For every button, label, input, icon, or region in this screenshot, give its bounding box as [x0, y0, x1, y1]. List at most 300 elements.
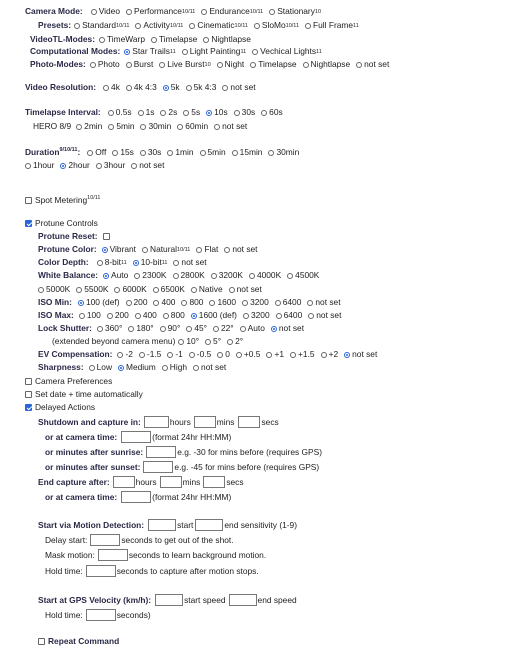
radio-button[interactable]	[224, 247, 230, 253]
radio-button[interactable]	[200, 150, 206, 156]
radio-button[interactable]	[186, 85, 192, 91]
option-label: Flat	[204, 244, 219, 254]
radio-button[interactable]	[189, 352, 195, 358]
radio-button[interactable]	[243, 313, 249, 319]
timelapse-opts-option[interactable]	[138, 107, 155, 118]
radio-button[interactable]	[102, 247, 108, 253]
protune-wb2-option[interactable]	[76, 284, 108, 295]
protune-isomax-option[interactable]	[107, 310, 129, 321]
duration-opts-option[interactable]	[87, 147, 106, 158]
protune-ev-option[interactable]	[117, 349, 132, 360]
protune-isomax-option[interactable]	[79, 310, 101, 321]
radio-button[interactable]	[103, 273, 109, 279]
videotl-option[interactable]	[203, 34, 251, 45]
radio-button[interactable]	[242, 300, 248, 306]
option-label: 2300K	[142, 270, 167, 280]
radio-button[interactable]	[118, 365, 124, 371]
sunset-input[interactable]	[143, 461, 173, 473]
radio-button[interactable]	[211, 273, 217, 279]
white-balance-options	[103, 270, 325, 282]
protune-isomin-option[interactable]	[242, 297, 269, 308]
protune-sharp-option[interactable]	[193, 362, 226, 373]
option-label: +0.5	[243, 349, 261, 359]
radio-button[interactable]	[126, 85, 132, 91]
protune-wb1-option[interactable]	[211, 270, 243, 281]
sunrise-label: or minutes after sunrise:	[45, 446, 144, 457]
radio-button[interactable]	[186, 326, 192, 332]
timelapse-opts-option[interactable]	[234, 107, 256, 118]
radio-button[interactable]	[252, 49, 258, 55]
shutdown-mins-input[interactable]	[194, 416, 216, 428]
radio-button[interactable]	[227, 339, 233, 345]
protune-isomax-option[interactable]	[191, 310, 237, 321]
protune-depth-option[interactable]	[173, 257, 206, 268]
radio-button[interactable]	[160, 110, 166, 116]
radio-button[interactable]	[254, 23, 260, 29]
option-label: 5k	[170, 82, 180, 92]
protune-isomin-option[interactable]	[126, 297, 148, 308]
timelapse-opts-option[interactable]	[183, 107, 200, 118]
radio-button[interactable]	[138, 110, 144, 116]
presets-option[interactable]: Standard 10/11	[74, 20, 129, 31]
radio-button[interactable]	[126, 62, 132, 68]
presets-option[interactable]: Cinematic 10/11	[189, 20, 248, 31]
radio-button[interactable]	[74, 23, 80, 29]
option-label: 1s	[145, 107, 155, 117]
protune-wb1-option[interactable]	[134, 270, 166, 281]
shutdown-hours-input[interactable]	[144, 416, 169, 428]
protune-wb1-option[interactable]	[249, 270, 281, 281]
protune-shutter-option[interactable]	[128, 323, 153, 334]
option-label: not set	[352, 349, 378, 359]
option-label: 4k	[111, 82, 120, 92]
sunrise-input[interactable]	[146, 446, 176, 458]
radio-button[interactable]	[96, 163, 102, 169]
radio-button[interactable]	[135, 313, 141, 319]
delayed-checkbox[interactable]	[25, 404, 32, 411]
protune-depth-option[interactable]: 10-bit 11	[133, 257, 168, 268]
repeat-checkbox[interactable]	[38, 638, 45, 645]
camera-prefs-row[interactable]	[25, 376, 112, 387]
radio-button[interactable]	[153, 287, 159, 293]
radio-button[interactable]	[275, 300, 281, 306]
protune-isomax-option[interactable]	[308, 310, 341, 321]
spot-metering-row[interactable]	[25, 195, 101, 206]
end-hours-input[interactable]	[113, 476, 135, 488]
end-camera-time-label: or at camera time:	[45, 491, 118, 502]
end-mins-input[interactable]	[160, 476, 182, 488]
protune-shutter-option[interactable]	[271, 323, 304, 334]
computational-option[interactable]: Vechical Lights 11	[252, 46, 322, 57]
protune-wb2-option[interactable]	[114, 284, 146, 295]
videotl-option[interactable]	[99, 34, 145, 45]
radio-button[interactable]	[181, 300, 187, 306]
option-label: 5°	[213, 336, 222, 346]
photo-modes-option[interactable]	[90, 59, 120, 70]
camera-mode-option[interactable]: Stationary 10	[269, 6, 321, 17]
radio-button[interactable]	[229, 287, 235, 293]
option-label: 400	[161, 297, 176, 307]
radio-button[interactable]	[182, 49, 188, 55]
radio-button[interactable]	[89, 365, 95, 371]
duration-opts-option[interactable]	[268, 147, 299, 158]
lock-shutter-ext-options	[178, 336, 249, 348]
protune-wb2-option[interactable]	[153, 284, 185, 295]
computational-option[interactable]: Star Trails 11	[124, 46, 175, 57]
radio-button[interactable]	[128, 326, 134, 332]
protune-color-option[interactable]	[102, 244, 136, 255]
protune-wb2-option[interactable]	[191, 284, 223, 295]
radio-button[interactable]	[87, 150, 93, 156]
radio-button[interactable]	[160, 326, 166, 332]
end-secs-input[interactable]	[203, 476, 225, 488]
photo-modes-option[interactable]	[126, 59, 154, 70]
delayed-row[interactable]	[25, 402, 95, 413]
radio-button[interactable]	[159, 62, 165, 68]
protune-shutter-option[interactable]	[186, 323, 207, 334]
option-label: -1	[175, 349, 183, 359]
duration-opts-option[interactable]	[167, 147, 193, 158]
protune-ev-option[interactable]	[217, 349, 230, 360]
presets-option[interactable]: SloMo 10/11	[254, 20, 299, 31]
timelapse-opts-option[interactable]	[108, 107, 132, 118]
radio-button[interactable]	[236, 352, 242, 358]
duration-opts-option[interactable]	[140, 147, 162, 158]
radio-button[interactable]	[308, 313, 314, 319]
radio-button[interactable]	[196, 247, 202, 253]
repeat-row[interactable]	[38, 636, 119, 647]
sharpness-label: Sharpness:	[38, 362, 84, 373]
camera-mode-option[interactable]: Performance 10/11	[126, 6, 195, 17]
motion-end-unit: end sensitivity (1-9)	[224, 519, 298, 530]
duration-row2-option[interactable]	[60, 160, 89, 171]
timelapse-row2-option[interactable]	[76, 121, 102, 132]
motion-row	[38, 519, 297, 531]
camera-mode-option[interactable]	[91, 6, 120, 17]
radio-button[interactable]	[134, 273, 140, 279]
radio-button[interactable]	[108, 124, 114, 130]
protune-shutter-option[interactable]	[97, 323, 122, 334]
photo-modes-option[interactable]	[356, 59, 389, 70]
set-date-checkbox[interactable]	[25, 391, 32, 398]
protune-ev-option[interactable]	[236, 349, 261, 360]
radio-button[interactable]	[78, 300, 84, 306]
computational-option[interactable]: Light Painting 11	[182, 46, 246, 57]
protune-isomax-option[interactable]	[243, 310, 270, 321]
ev-label: EV Compensation:	[38, 349, 113, 360]
shutdown-secs-input[interactable]	[238, 416, 260, 428]
radio-button[interactable]	[126, 300, 132, 306]
radio-button[interactable]	[269, 9, 275, 15]
radio-button[interactable]	[167, 150, 173, 156]
set-date-row[interactable]	[25, 389, 143, 400]
radio-button[interactable]	[108, 110, 114, 116]
timelapse-opts-option[interactable]	[206, 107, 228, 118]
radio-button[interactable]	[189, 23, 195, 29]
protune-color-option[interactable]	[224, 244, 257, 255]
camera-mode-option[interactable]: Endurance 10/11	[201, 6, 263, 17]
radio-button[interactable]	[142, 247, 148, 253]
radio-button[interactable]	[173, 273, 179, 279]
iso-min-label: ISO Min:	[38, 297, 72, 308]
radio-button[interactable]	[173, 260, 179, 266]
protune-color-options	[102, 244, 264, 256]
option-label: 100	[86, 310, 101, 320]
protune-sharp-option[interactable]	[162, 362, 187, 373]
option-label: Auto	[111, 270, 129, 280]
protune-ev-option[interactable]	[266, 349, 284, 360]
option-label: 1600	[217, 297, 237, 307]
option-label: 3200	[250, 310, 270, 320]
protune-shutter-option[interactable]	[213, 323, 234, 334]
radio-button[interactable]	[234, 110, 240, 116]
radio-button[interactable]	[103, 85, 109, 91]
radio-button[interactable]	[201, 9, 207, 15]
radio-button[interactable]	[307, 300, 313, 306]
option-label: -0.5	[196, 349, 212, 359]
radio-button[interactable]	[163, 313, 169, 319]
photo-modes-option[interactable]	[250, 59, 296, 70]
protune-wb1-option[interactable]	[173, 270, 205, 281]
option-label: Performance	[134, 6, 182, 16]
duration-opts-option[interactable]	[112, 147, 134, 158]
option-label: Live Burst	[167, 59, 205, 69]
radio-button[interactable]	[97, 326, 103, 332]
radio-button[interactable]	[214, 124, 220, 130]
duration-row2-option[interactable]	[96, 160, 125, 171]
radio-button[interactable]	[151, 37, 157, 43]
radio-button[interactable]	[290, 352, 296, 358]
radio-button[interactable]	[287, 273, 293, 279]
option-label: 90°	[167, 323, 181, 333]
radio-button[interactable]	[203, 37, 209, 43]
sunset-row	[45, 461, 319, 473]
option-label: Activity	[143, 20, 170, 30]
end-time-input[interactable]	[121, 491, 151, 503]
timelapse-row2-option[interactable]	[177, 121, 208, 132]
option-label: 10s	[214, 107, 228, 117]
photo-modes-option[interactable]: Live Burst 10	[159, 59, 210, 70]
radio-button[interactable]	[232, 150, 238, 156]
presets-option[interactable]: Full Frame 11	[305, 20, 359, 31]
radio-button[interactable]	[162, 365, 168, 371]
radio-button[interactable]	[163, 85, 169, 91]
photo-modes-option[interactable]	[217, 59, 245, 70]
radio-button[interactable]	[249, 273, 255, 279]
option-label: High	[169, 362, 188, 372]
radio-button[interactable]	[193, 365, 199, 371]
protune-isomin-option[interactable]	[78, 297, 120, 308]
protune-wb1-option[interactable]	[287, 270, 319, 281]
protune-sharp-option[interactable]	[89, 362, 112, 373]
protune-isomax-option[interactable]	[276, 310, 303, 321]
shutdown-row	[38, 416, 279, 428]
duration-row2-option[interactable]	[25, 160, 54, 171]
radio-button[interactable]	[76, 124, 82, 130]
protune-depth-option[interactable]: 8-bit 11	[97, 257, 127, 268]
radio-button[interactable]	[205, 339, 211, 345]
protune-color-option[interactable]: Natural 10/11	[142, 244, 190, 255]
option-label: Video	[98, 6, 120, 16]
protune-ev-option[interactable]	[344, 349, 377, 360]
video-res-option[interactable]	[163, 82, 180, 93]
mask-input[interactable]	[98, 549, 128, 561]
protune-reset-checkbox[interactable]	[103, 233, 110, 240]
radio-button[interactable]	[276, 313, 282, 319]
radio-button[interactable]	[140, 150, 146, 156]
radio-button[interactable]	[303, 62, 309, 68]
radio-button[interactable]	[140, 124, 146, 130]
radio-button[interactable]	[97, 260, 103, 266]
radio-button[interactable]	[99, 37, 105, 43]
radio-button[interactable]	[76, 287, 82, 293]
radio-button[interactable]	[356, 62, 362, 68]
gps-hold-input[interactable]	[86, 609, 116, 621]
radio-button[interactable]	[217, 62, 223, 68]
gps-hold-label: Hold time:	[45, 609, 83, 620]
protune-shutter2-option[interactable]	[227, 336, 243, 347]
timelapse-row2-option[interactable]	[140, 121, 171, 132]
protune-reset-row	[38, 231, 113, 242]
protune-shutter-option[interactable]	[240, 323, 265, 334]
radio-button[interactable]	[217, 352, 223, 358]
option-label: Burst	[133, 59, 154, 69]
protune-isomax-option[interactable]	[163, 310, 185, 321]
camera-prefs-checkbox[interactable]	[25, 378, 32, 385]
protune-sharp-option[interactable]	[118, 362, 156, 373]
radio-button[interactable]	[25, 163, 31, 169]
protune-checkbox[interactable]	[25, 220, 32, 227]
protune-ev-option[interactable]	[290, 349, 315, 360]
presets-option[interactable]: Activity 10/11	[135, 20, 183, 31]
protune-wb2-option[interactable]	[38, 284, 70, 295]
protune-wb1-option[interactable]	[103, 270, 128, 281]
photo-modes-option[interactable]	[303, 59, 351, 70]
radio-button[interactable]	[131, 163, 137, 169]
radio-button[interactable]	[344, 352, 350, 358]
radio-button[interactable]	[117, 352, 123, 358]
motion-start-input[interactable]	[148, 519, 176, 531]
radio-button[interactable]	[107, 313, 113, 319]
radio-button[interactable]	[271, 326, 277, 332]
motion-end-input[interactable]	[195, 519, 223, 531]
iso-min-options	[78, 297, 347, 309]
gps-end-input[interactable]	[229, 594, 257, 606]
ev-row	[38, 349, 383, 361]
radio-button[interactable]	[60, 163, 66, 169]
radio-button[interactable]	[139, 352, 145, 358]
radio-button[interactable]	[183, 110, 189, 116]
protune-wb2-option[interactable]	[229, 284, 262, 295]
protune-ev-option[interactable]	[139, 349, 161, 360]
radio-button[interactable]	[206, 110, 212, 116]
video-res-option[interactable]	[103, 82, 120, 93]
protune-ev-option[interactable]	[167, 349, 182, 360]
radio-button[interactable]	[191, 287, 197, 293]
radio-button[interactable]	[268, 150, 274, 156]
radio-button[interactable]	[305, 23, 311, 29]
radio-button[interactable]	[167, 352, 173, 358]
radio-button[interactable]	[222, 85, 228, 91]
protune-color-option[interactable]	[196, 244, 218, 255]
timelapse-opts-option[interactable]	[261, 107, 283, 118]
protune-shutter2-option[interactable]	[178, 336, 199, 347]
hold-label: Hold time:	[45, 565, 83, 576]
radio-button[interactable]	[112, 150, 118, 156]
radio-button[interactable]	[250, 62, 256, 68]
radio-button[interactable]	[124, 49, 130, 55]
delay-start-input[interactable]	[90, 534, 120, 546]
timelapse-row2-option[interactable]	[214, 121, 247, 132]
protune-row[interactable]	[25, 218, 98, 229]
gps-label: Start at GPS Velocity (km/h):	[38, 594, 152, 605]
delay-start-row	[45, 534, 234, 546]
timelapse-opts-option[interactable]	[160, 107, 177, 118]
protune-ev-option[interactable]	[189, 349, 211, 360]
hold-input[interactable]	[86, 565, 116, 577]
radio-button[interactable]	[91, 9, 97, 15]
radio-button[interactable]	[79, 313, 85, 319]
radio-button[interactable]	[321, 352, 327, 358]
radio-button[interactable]	[126, 9, 132, 15]
protune-shutter-option[interactable]	[160, 323, 181, 334]
radio-button[interactable]	[133, 260, 139, 266]
radio-button[interactable]	[135, 23, 141, 29]
spot-metering-checkbox[interactable]	[25, 197, 32, 204]
radio-button[interactable]	[90, 62, 96, 68]
protune-ev-option[interactable]	[321, 349, 339, 360]
video-res-option[interactable]	[126, 82, 157, 93]
protune-isomin-option[interactable]	[181, 297, 203, 308]
radio-button[interactable]	[213, 326, 219, 332]
protune-isomin-option[interactable]	[153, 297, 175, 308]
radio-button[interactable]	[114, 287, 120, 293]
protune-isomin-option[interactable]	[275, 297, 302, 308]
radio-button[interactable]	[209, 300, 215, 306]
videotl-option[interactable]	[151, 34, 197, 45]
radio-button[interactable]	[240, 326, 246, 332]
radio-button[interactable]	[261, 110, 267, 116]
radio-button[interactable]	[153, 300, 159, 306]
radio-button[interactable]	[178, 339, 184, 345]
radio-button[interactable]	[266, 352, 272, 358]
protune-shutter2-option[interactable]	[205, 336, 221, 347]
protune-isomin-option[interactable]	[209, 297, 236, 308]
duration-row2-option[interactable]	[131, 160, 164, 171]
mask-hint: seconds to learn background motion.	[128, 549, 267, 560]
protune-isomax-option[interactable]	[135, 310, 157, 321]
gps-start-input[interactable]	[155, 594, 183, 606]
shutdown-time-input[interactable]	[121, 431, 151, 443]
shutdown-label: Shutdown and capture in:	[38, 416, 141, 427]
lock-shutter-options	[97, 323, 310, 335]
protune-isomin-option[interactable]	[307, 297, 340, 308]
duration-opts-option[interactable]	[232, 147, 263, 158]
protune-reset-label: Protune Reset:	[38, 231, 98, 241]
video-res-option[interactable]	[222, 82, 255, 93]
option-label: -2	[125, 349, 133, 359]
videotl-label: VideoTL-Modes:	[30, 34, 95, 45]
option-label: 100 (def)	[85, 297, 120, 307]
timelapse-row2-option[interactable]	[108, 121, 134, 132]
radio-button[interactable]	[38, 287, 44, 293]
option-label: Star Trails	[132, 46, 170, 56]
radio-button[interactable]	[191, 313, 197, 319]
video-res-option[interactable]	[186, 82, 217, 93]
option-label: 200	[114, 310, 129, 320]
duration-opts-option[interactable]	[200, 147, 226, 158]
radio-button[interactable]	[177, 124, 183, 130]
